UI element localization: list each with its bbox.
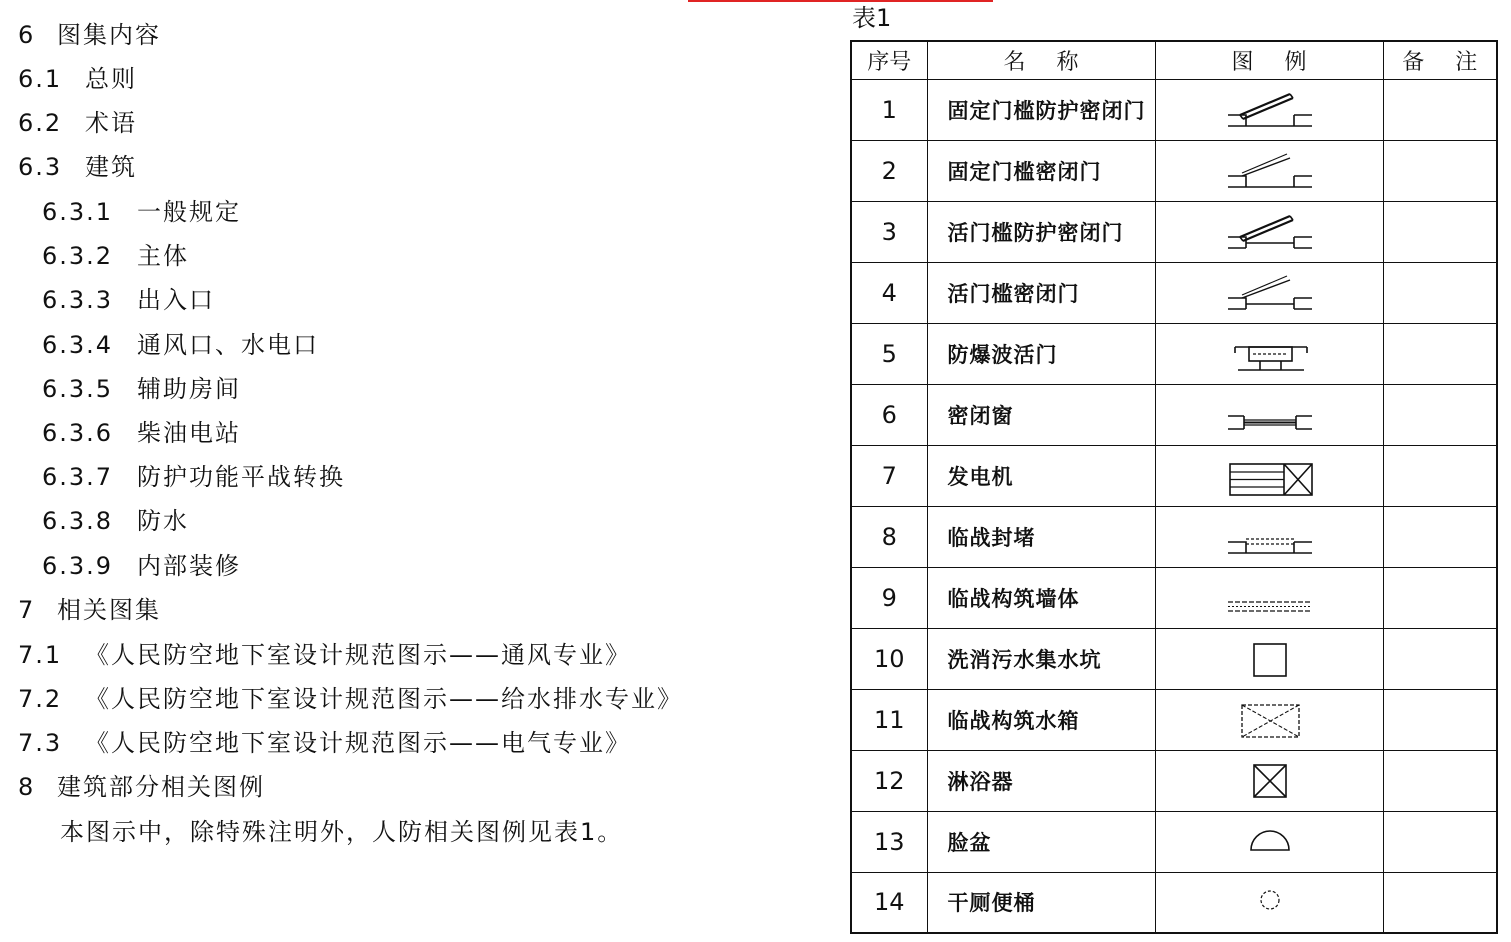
section-number: 6 bbox=[18, 21, 36, 49]
row-number: 3 bbox=[851, 201, 927, 262]
toc-line bbox=[0, 550, 720, 582]
row-number: 12 bbox=[851, 750, 927, 811]
section-number: 6.3 bbox=[18, 153, 63, 181]
section-number: 6.3.7 bbox=[42, 463, 114, 491]
section-title: 建筑 bbox=[85, 153, 137, 181]
table-row bbox=[851, 323, 1497, 384]
fixed-threshold-airtight-door-icon bbox=[1156, 142, 1384, 200]
washbasin-icon bbox=[1156, 813, 1384, 871]
row-number: 13 bbox=[851, 811, 927, 872]
remark-cell bbox=[1383, 506, 1497, 567]
section-number: 7.3 bbox=[18, 729, 63, 757]
table-row bbox=[851, 750, 1497, 811]
table-row bbox=[851, 262, 1497, 323]
row-number: 5 bbox=[851, 323, 927, 384]
section-title: 防护功能平战转换 bbox=[137, 463, 345, 491]
item-name: 密闭窗 bbox=[927, 384, 1155, 445]
section-title: 总则 bbox=[85, 65, 137, 93]
header-name: 名 称 bbox=[927, 41, 1155, 79]
wartime-water-tank-icon bbox=[1156, 691, 1384, 749]
blast-valve-icon bbox=[1156, 325, 1384, 383]
section-number: 6.3.5 bbox=[42, 375, 114, 403]
section-number: 6.3.6 bbox=[42, 419, 114, 447]
scan-edge-line bbox=[688, 0, 993, 2]
toc-line bbox=[0, 683, 720, 715]
item-name: 干厕便桶 bbox=[927, 872, 1155, 933]
section-number: 6.3.9 bbox=[42, 552, 114, 580]
section-title: 防水 bbox=[137, 507, 189, 535]
toc-line bbox=[0, 329, 720, 361]
toc-line bbox=[0, 461, 720, 493]
table-row bbox=[851, 140, 1497, 201]
header-remark: 备 注 bbox=[1383, 41, 1497, 79]
toc-line bbox=[0, 19, 720, 51]
shower-icon bbox=[1156, 752, 1384, 810]
section-number: 6.3.3 bbox=[42, 286, 114, 314]
toc-line bbox=[0, 284, 720, 316]
toc-line bbox=[0, 505, 720, 537]
legend-cell bbox=[1155, 445, 1383, 506]
legend-cell bbox=[1155, 628, 1383, 689]
section-title: 出入口 bbox=[137, 286, 215, 314]
legend-cell bbox=[1155, 79, 1383, 140]
legend-table bbox=[850, 40, 1498, 934]
section-number: 6.2 bbox=[18, 109, 63, 137]
remark-cell bbox=[1383, 140, 1497, 201]
remark-cell bbox=[1383, 79, 1497, 140]
row-number: 8 bbox=[851, 506, 927, 567]
fixed-threshold-protective-airtight-door-icon bbox=[1156, 81, 1384, 139]
table-row bbox=[851, 689, 1497, 750]
legend-cell bbox=[1155, 811, 1383, 872]
remark-cell bbox=[1383, 323, 1497, 384]
row-number: 6 bbox=[851, 384, 927, 445]
remark-cell bbox=[1383, 445, 1497, 506]
row-number: 14 bbox=[851, 872, 927, 933]
item-name: 发电机 bbox=[927, 445, 1155, 506]
row-number: 2 bbox=[851, 140, 927, 201]
section-title: 《人民防空地下室设计规范图示——电气专业》 bbox=[85, 729, 631, 757]
legend-cell bbox=[1155, 201, 1383, 262]
section-title: 图集内容 bbox=[57, 21, 161, 49]
item-name: 脸盆 bbox=[927, 811, 1155, 872]
toc-line bbox=[0, 240, 720, 272]
remark-cell bbox=[1383, 872, 1497, 933]
toc-line bbox=[0, 151, 720, 183]
item-name: 活门槛密闭门 bbox=[927, 262, 1155, 323]
section-number: 6.3.4 bbox=[42, 331, 114, 359]
remark-cell bbox=[1383, 750, 1497, 811]
table-row bbox=[851, 445, 1497, 506]
item-name: 活门槛防护密闭门 bbox=[927, 201, 1155, 262]
legend-cell bbox=[1155, 140, 1383, 201]
table-row bbox=[851, 628, 1497, 689]
table-row bbox=[851, 79, 1497, 140]
section-title: 一般规定 bbox=[137, 198, 241, 226]
legend-cell bbox=[1155, 689, 1383, 750]
section-title: 建筑部分相关图例 bbox=[57, 773, 265, 801]
decontamination-sump-icon bbox=[1156, 630, 1384, 688]
legend-cell bbox=[1155, 323, 1383, 384]
wartime-blocking-icon bbox=[1156, 508, 1384, 566]
section-title: 内部装修 bbox=[137, 552, 241, 580]
table-row bbox=[851, 384, 1497, 445]
toc-line bbox=[0, 373, 720, 405]
table-row bbox=[851, 201, 1497, 262]
table-row bbox=[851, 811, 1497, 872]
toc-line bbox=[0, 196, 720, 228]
toc-line bbox=[0, 771, 720, 803]
table-row bbox=[851, 506, 1497, 567]
legend-cell bbox=[1155, 262, 1383, 323]
section-number: 7.2 bbox=[18, 685, 63, 713]
row-number: 7 bbox=[851, 445, 927, 506]
toc-line bbox=[0, 594, 720, 626]
table-header-row bbox=[851, 41, 1497, 79]
movable-threshold-airtight-door-icon bbox=[1156, 264, 1384, 322]
remark-cell bbox=[1383, 689, 1497, 750]
remark-cell bbox=[1383, 262, 1497, 323]
airtight-window-icon bbox=[1156, 386, 1384, 444]
item-name: 固定门槛密闭门 bbox=[927, 140, 1155, 201]
section-number: 6.1 bbox=[18, 65, 63, 93]
row-number: 1 bbox=[851, 79, 927, 140]
section-title: 《人民防空地下室设计规范图示——给水排水专业》 bbox=[85, 685, 683, 713]
legend-cell bbox=[1155, 384, 1383, 445]
section-number: 6.3.8 bbox=[42, 507, 114, 535]
toc-line bbox=[0, 639, 720, 671]
section-number: 7.1 bbox=[18, 641, 63, 669]
section-number: 6.3.2 bbox=[42, 242, 114, 270]
section-title: 相关图集 bbox=[57, 596, 161, 624]
item-name: 固定门槛防护密闭门 bbox=[927, 79, 1155, 140]
table-row bbox=[851, 567, 1497, 628]
legend-cell bbox=[1155, 567, 1383, 628]
table-caption: 表1 bbox=[852, 4, 892, 32]
section-number: 6.3.1 bbox=[42, 198, 114, 226]
header-legend: 图 例 bbox=[1155, 41, 1383, 79]
row-number: 9 bbox=[851, 567, 927, 628]
row-number: 11 bbox=[851, 689, 927, 750]
generator-icon bbox=[1156, 447, 1384, 505]
toc-line bbox=[0, 63, 720, 95]
legend-cell bbox=[1155, 506, 1383, 567]
section-title: 主体 bbox=[137, 242, 189, 270]
section-number: 8 bbox=[18, 773, 36, 801]
row-number: 10 bbox=[851, 628, 927, 689]
remark-cell bbox=[1383, 628, 1497, 689]
legend-cell bbox=[1155, 872, 1383, 933]
toc-line bbox=[0, 107, 720, 139]
section-number: 7 bbox=[18, 596, 36, 624]
section-title: 辅助房间 bbox=[137, 375, 241, 403]
legend-cell bbox=[1155, 750, 1383, 811]
remark-cell bbox=[1383, 201, 1497, 262]
remark-cell bbox=[1383, 384, 1497, 445]
item-name: 临战构筑墙体 bbox=[927, 567, 1155, 628]
item-name: 淋浴器 bbox=[927, 750, 1155, 811]
header-number: 序号 bbox=[851, 41, 927, 79]
toc-line bbox=[0, 727, 720, 759]
dry-toilet-bucket-icon bbox=[1156, 873, 1384, 931]
remark-cell bbox=[1383, 567, 1497, 628]
section-title: 通风口、水电口 bbox=[137, 331, 319, 359]
item-name: 洗消污水集水坑 bbox=[927, 628, 1155, 689]
section-title: 《人民防空地下室设计规范图示——通风专业》 bbox=[85, 641, 631, 669]
section-title: 术语 bbox=[85, 109, 137, 137]
section-title: 柴油电站 bbox=[137, 419, 241, 447]
row-number: 4 bbox=[851, 262, 927, 323]
wartime-wall-icon bbox=[1156, 569, 1384, 627]
table-row bbox=[851, 872, 1497, 933]
movable-threshold-protective-airtight-door-icon bbox=[1156, 203, 1384, 261]
item-name: 防爆波活门 bbox=[927, 323, 1155, 384]
toc-line bbox=[0, 417, 720, 449]
legend-note: 本图示中，除特殊注明外，人防相关图例见表1。 bbox=[60, 818, 624, 846]
item-name: 临战封堵 bbox=[927, 506, 1155, 567]
item-name: 临战构筑水箱 bbox=[927, 689, 1155, 750]
remark-cell bbox=[1383, 811, 1497, 872]
